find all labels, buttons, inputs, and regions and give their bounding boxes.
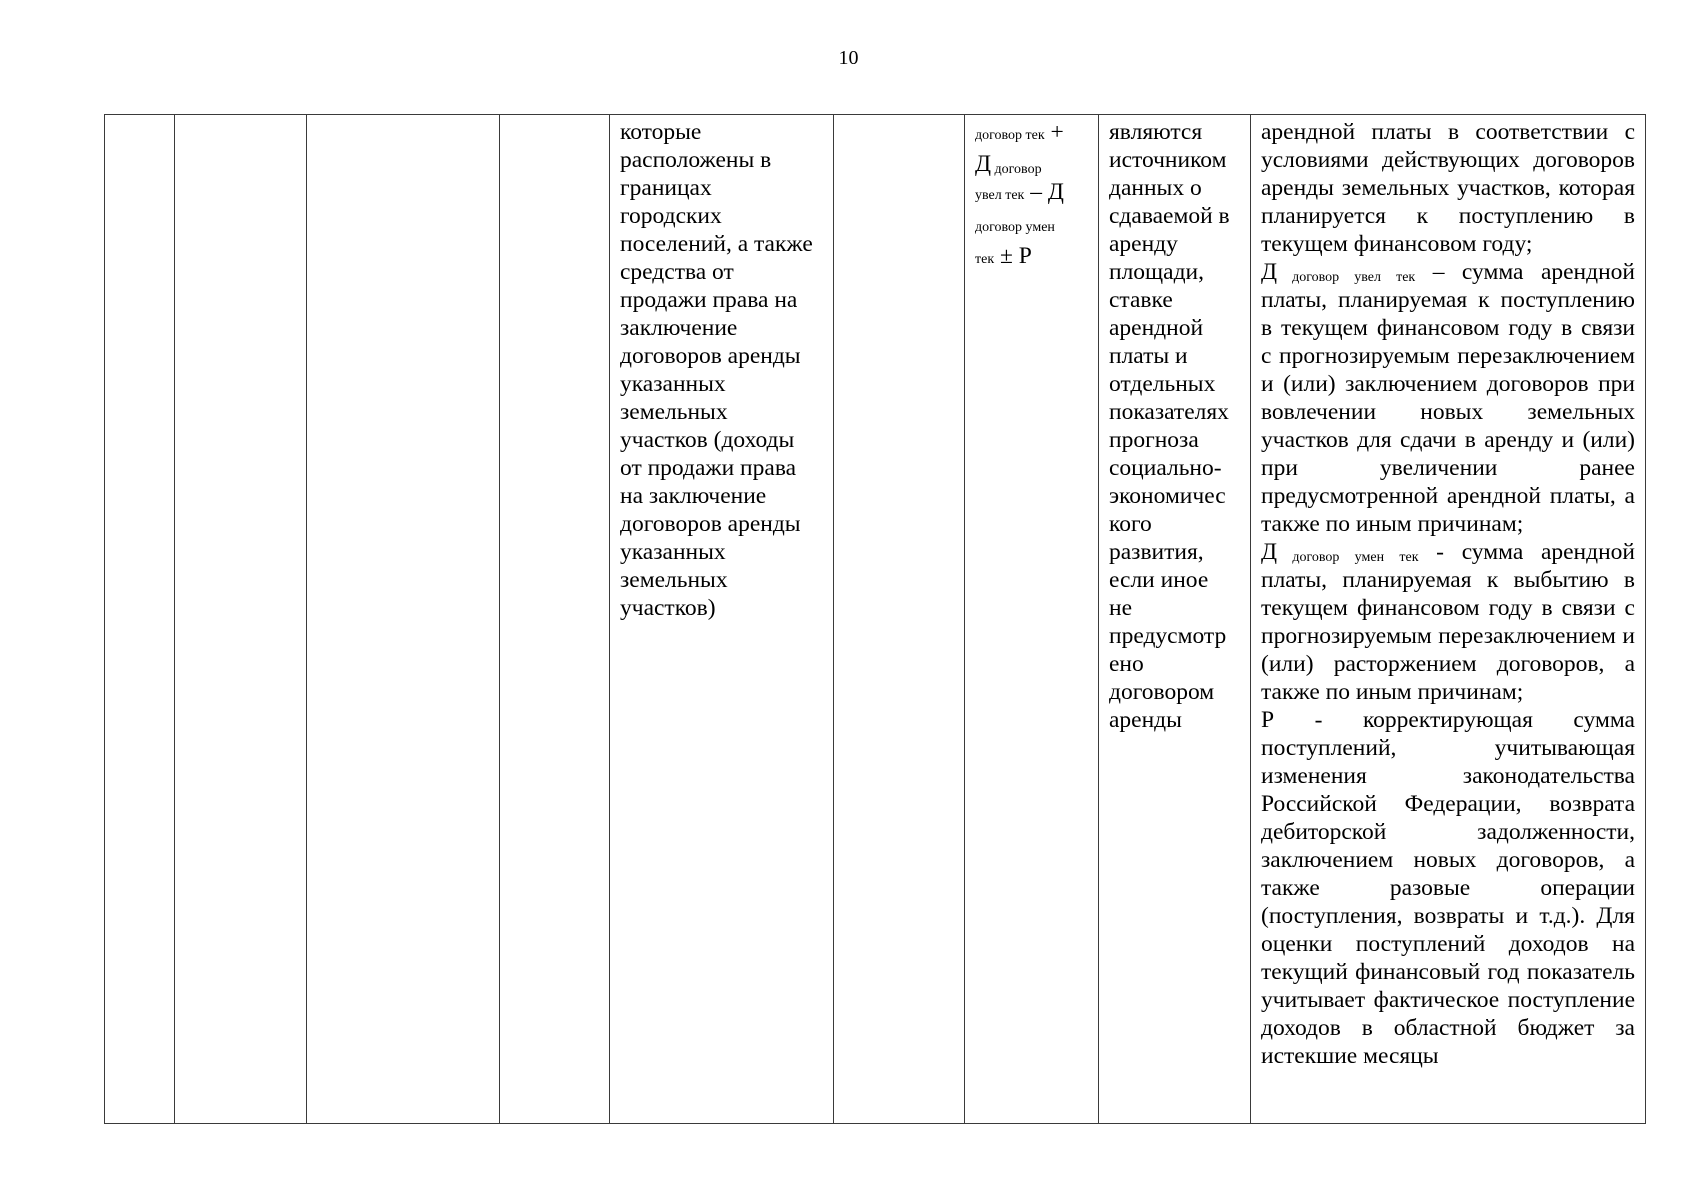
formula-op-3: ± Р [994,243,1032,269]
formula-sub-2: договор [991,162,1042,177]
page-number: 10 [838,47,859,69]
table-cell-3 [307,115,500,1124]
explanation-paragraph-4: Р - корректирующая сумма поступлений, учитывающая изменения законодательства Российской Федерации, возврата дебиторской задолженности, заключением новых договоров, а также разовые операции (поступления, возвраты и т.д.). Для оценки поступлений доходов на текущий финансовый год показатель учитывает фактическое поступление доходов в областной бюджет за истекшие месяцы [1261,707,1635,1069]
formula-sub-4: договор умен [975,220,1055,235]
formula-symbol-d: Д [975,151,992,177]
data-table [104,114,1646,1124]
explanation-paragraph-1: арендной платы в соответствии с условиями действующих договоров аренды земельных участков, которая планируется к поступлению в текущем финансовом году; [1261,119,1635,257]
symbol-d-increase-sub: договор увел тек [1277,270,1416,285]
table-cell-2 [175,115,307,1124]
table-cell-5 [610,115,834,1124]
symbol-d-decrease: Д [1261,539,1278,565]
symbol-d-decrease-sub: договор умен тек [1277,550,1419,565]
explanation-paragraph-3 [1261,538,1635,706]
formula-op-2: – Д [1024,179,1064,205]
table-cell-6 [834,115,965,1124]
table-cell-1 [105,115,175,1124]
formula-sub-1: договор тек [975,128,1045,143]
symbol-d-increase: Д [1261,259,1278,285]
table-cell-8 [1099,115,1251,1124]
formula [975,118,1088,274]
explanation-paragraph-3-text: - сумма арендной платы, планируемая к выбытию в текущем финансовом году в связи с прогнозируемым перезаключением и (или) расторжением договоров, а также по иным причинам; [1261,539,1635,705]
explanation-paragraph-2-text: – сумма арендной платы, планируемая к поступлению в текущем финансовом году в связи с прогнозируемым перезаключением и (или) заключением договоров при вовлечении новых земельных участков для сдачи в аренду и (или) при увеличении ранее предусмотренной арендной платы, а также по иным причинам; [1261,259,1635,537]
data-source-text: являются источником данных о сдаваемой в аренду площади, ставке арендной платы и отдельных показателях прогноза социально- экономичес кого развития, если иное не предусмотр ено договором аренды [1109,119,1230,733]
table-row [105,115,1646,1124]
explanation-paragraph-2 [1261,258,1635,538]
table-cell-formula [965,115,1099,1124]
income-description-text: которые расположены в границах городских поселений, а также средства от продажи права на заключение договоров аренды указанных земельных участков (доходы от продажи права на заключение договоров аренды указанных земельных участков) [620,119,813,621]
table-cell-9 [1251,115,1646,1124]
formula-op-1: + [1044,119,1064,145]
formula-sub-3: увел тек [975,188,1025,203]
table-cell-4 [500,115,610,1124]
formula-sub-5: тек [975,252,995,267]
